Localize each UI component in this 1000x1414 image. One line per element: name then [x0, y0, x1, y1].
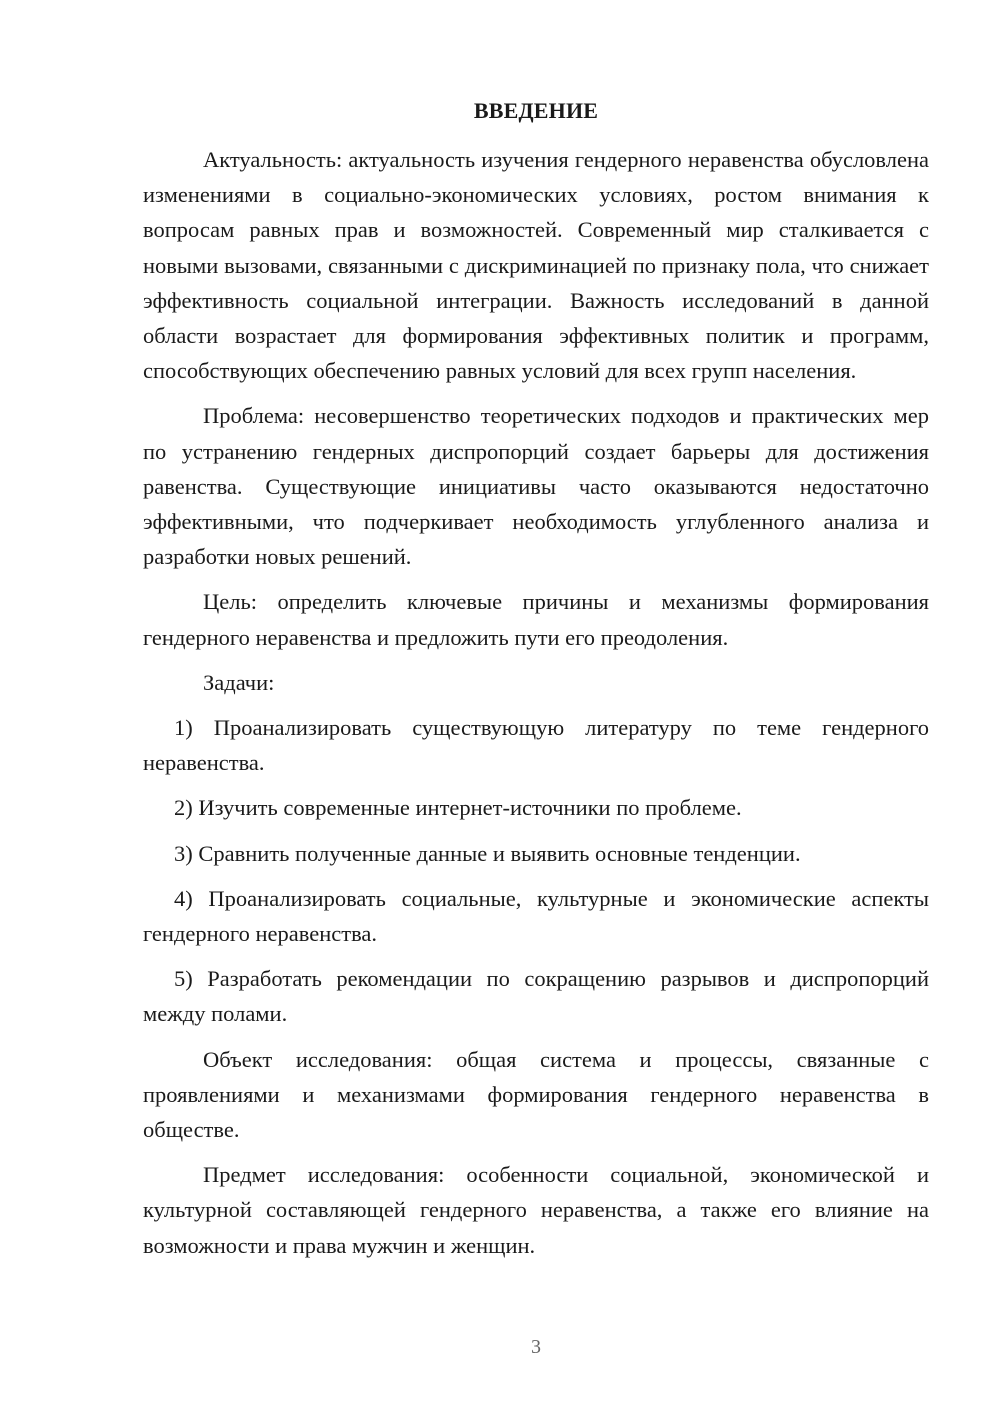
paragraph-tasks-heading: Задачи: — [203, 669, 275, 695]
paragraph-goal: Цель: определить ключевые причины и механизмы формирования гендерного неравенства и предложить пути его преодоления. — [143, 589, 929, 650]
task-item-5: 5) Разработать рекомендации по сокращению разрывов и диспропорций между полами. — [143, 966, 929, 1027]
document-body — [143, 142, 929, 1263]
task-item-3: 3) Сравнить полученные данные и выявить основные тенденции. — [174, 840, 801, 866]
page-number: 3 — [531, 1336, 541, 1358]
paragraph-relevance: Актуальность: актуальность изучения гендерного неравенства обусловлена изменениями в социально-экономических условиях, ростом внимания к вопросам равных прав и возможностей. Современный мир сталкивается с новыми вызовами, связанными с дискриминацией по признаку пола, что снижает эффективность социальной интеграции. Важность исследований в данной области возрастает для формирования эффективных политик и программ, способствующих обеспечению равных условий для всех групп населения. — [143, 147, 929, 384]
task-item-1: 1) Проанализировать существующую литературу по теме гендерного неравенства. — [143, 715, 929, 776]
task-item-2: 2) Изучить современные интернет-источники по проблеме. — [174, 795, 742, 821]
task-item-4: 4) Проанализировать социальные, культурные и экономические аспекты гендерного неравенства. — [143, 885, 929, 947]
paragraph-object: Объект исследования: общая система и процессы, связанные с проявлениями и механизмами формирования гендерного неравенства в обществе. — [143, 1046, 929, 1143]
document-title: ВВЕДЕНИЕ — [473, 98, 599, 123]
paragraph-subject: Предмет исследования: особенности социальной, экономической и культурной составляющей гендерного неравенства, а также его влияние на возможности и права мужчин и женщин. — [143, 1162, 929, 1258]
paragraph-problem: Проблема: несовершенство теоретических подходов и практических мер по устранению гендерных диспропорций создает барьеры для достижения равенства. Существующие инициативы часто оказываются недостаточно эффективными, что подчеркивает необходимость углубленного анализа и разработки новых решений. — [143, 403, 929, 570]
